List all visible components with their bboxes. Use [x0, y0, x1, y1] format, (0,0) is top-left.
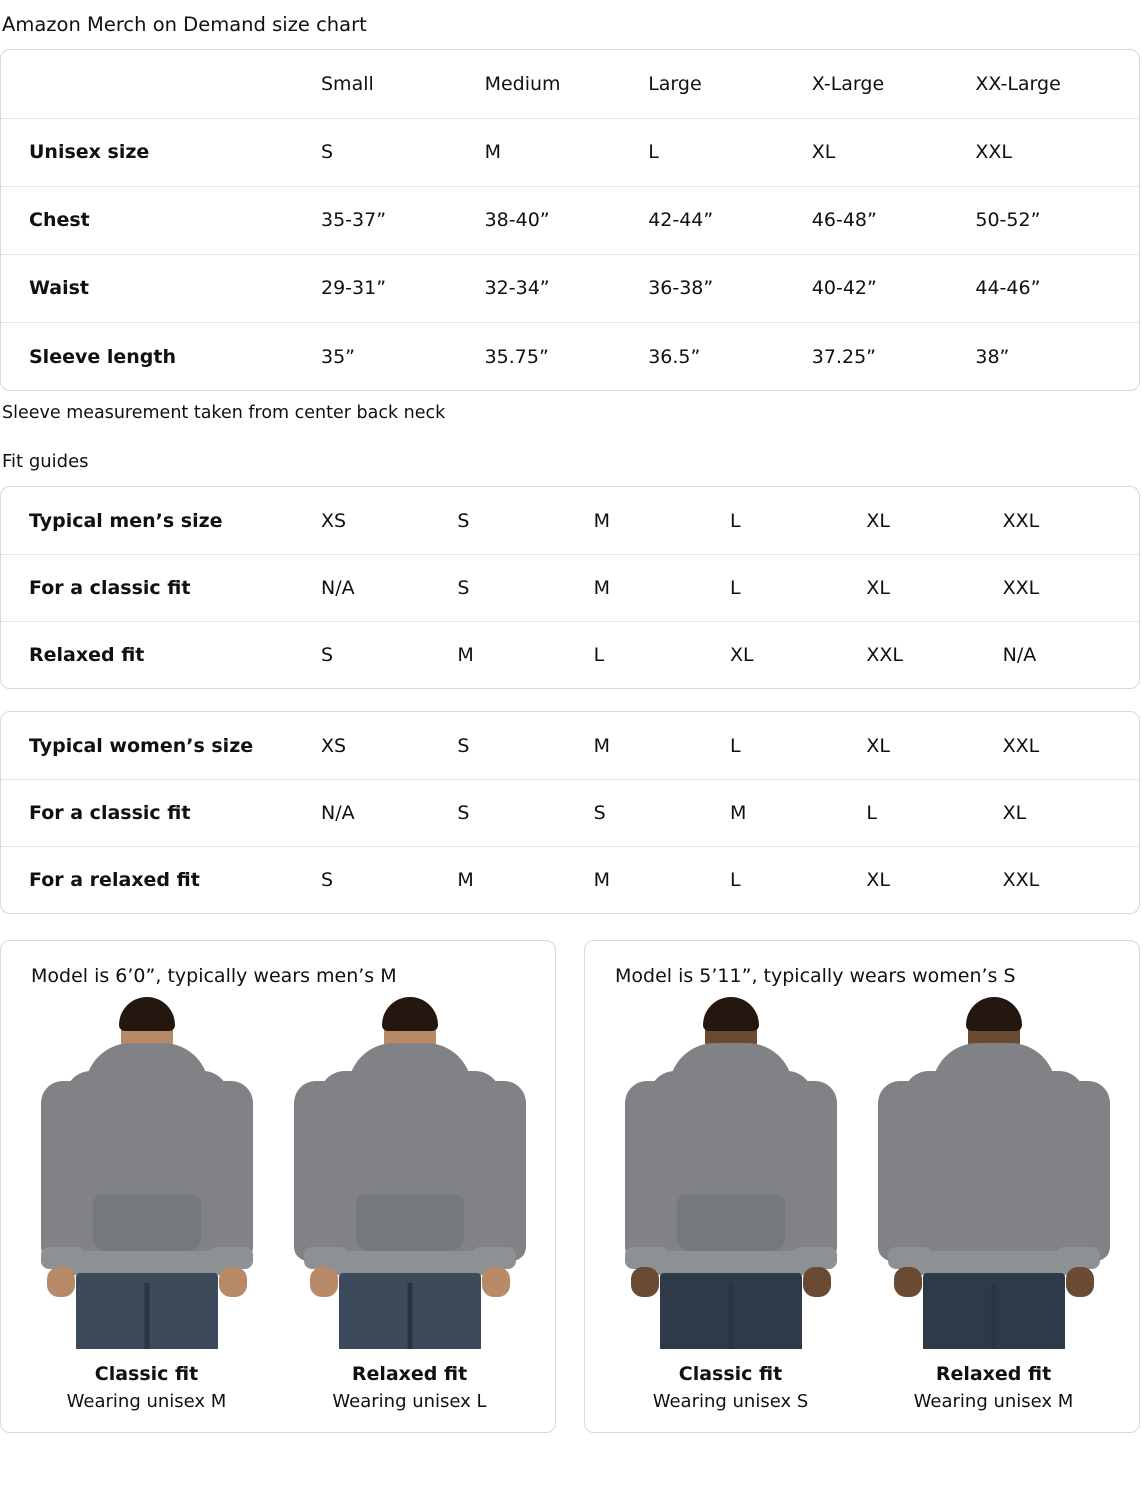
size-measurement-table: [1, 50, 1139, 390]
cell: 36.5”: [648, 322, 812, 390]
right-cuff-shape: [1056, 1247, 1100, 1269]
right-sleeve-shape: [209, 1081, 253, 1261]
right-cuff-shape: [793, 1247, 837, 1269]
row-label-sleeve-length: Sleeve length: [1, 322, 321, 390]
cell: M: [730, 779, 866, 846]
cell: XXL: [866, 621, 1002, 688]
cell: 36-38”: [648, 254, 812, 322]
female-model-relaxed-illustration: [879, 999, 1109, 1349]
cell: 38”: [975, 322, 1139, 390]
cell: 37.25”: [812, 322, 976, 390]
cell: S: [594, 779, 730, 846]
jeans-shape: [923, 1273, 1065, 1349]
cell: XL: [812, 118, 976, 186]
womens-model-card: [584, 940, 1140, 1433]
cell: M: [457, 846, 593, 913]
wearing-label: Wearing unisex S: [652, 1391, 809, 1413]
cell: 44-46”: [975, 254, 1139, 322]
cell: 38-40”: [485, 186, 649, 254]
mens-model-card: [0, 940, 556, 1433]
table-row: [1, 186, 1139, 254]
cell: S: [321, 846, 457, 913]
cell: M: [593, 734, 611, 757]
cell: 35-37”: [321, 186, 485, 254]
cell: S: [321, 621, 457, 688]
cell: L: [730, 846, 866, 913]
cell: 40-42”: [812, 254, 976, 322]
hem-band-shape: [648, 1251, 814, 1275]
cell: S: [321, 118, 485, 186]
table-row: [1, 779, 1139, 846]
left-hand-shape: [47, 1267, 75, 1297]
cell: XL: [866, 509, 890, 532]
womens-model-figures: [603, 993, 1121, 1412]
table-row: [1, 487, 1139, 554]
cell: M: [485, 118, 649, 186]
table-row: [1, 621, 1139, 688]
cell: N/A: [321, 779, 457, 846]
column-header-x-large: X-Large: [811, 73, 885, 96]
womens-fit-table: [1, 712, 1139, 913]
left-cuff-shape: [625, 1247, 669, 1269]
fit-label: Classic fit: [94, 1363, 199, 1386]
cell: S: [457, 554, 593, 621]
cell: 32-34”: [485, 254, 649, 322]
cell: M: [594, 554, 730, 621]
table-row: [1, 712, 1139, 779]
cell: XL: [730, 621, 866, 688]
jeans-shape: [76, 1273, 218, 1349]
hair-shape: [382, 997, 438, 1031]
womens-model-caption: Model is 5’11”, typically wears women’s S: [615, 965, 1016, 988]
cell: XL: [866, 846, 1002, 913]
kangaroo-pocket-shape: [93, 1195, 201, 1251]
cell: L: [594, 621, 730, 688]
left-sleeve-shape: [41, 1081, 85, 1261]
womens-fit-card: [0, 711, 1140, 914]
male-model-classic-illustration: [32, 999, 262, 1349]
cell: M: [594, 846, 730, 913]
left-hand-shape: [894, 1267, 922, 1297]
row-label-typical-womens-size: Typical women’s size: [29, 734, 254, 757]
right-sleeve-shape: [793, 1081, 837, 1261]
mens-fit-table: [1, 487, 1139, 688]
womens-relaxed-fit-figure: [868, 999, 1120, 1412]
cell: XXL: [975, 118, 1139, 186]
left-hand-shape: [310, 1267, 338, 1297]
cell: XS: [321, 509, 347, 532]
table-header-row: [1, 50, 1139, 118]
column-header-blank: [1, 50, 321, 118]
cell: 50-52”: [975, 186, 1139, 254]
mens-classic-fit-figure: [21, 999, 273, 1412]
right-cuff-shape: [472, 1247, 516, 1269]
cell: XXL: [1002, 734, 1040, 757]
table-row: [1, 254, 1139, 322]
cell: L: [648, 118, 812, 186]
row-label-chest: Chest: [1, 186, 321, 254]
jeans-shape: [660, 1273, 802, 1349]
left-sleeve-shape: [294, 1081, 344, 1261]
cell: 35.75”: [485, 322, 649, 390]
page-title: Amazon Merch on Demand size chart: [2, 13, 367, 36]
fit-guides-heading: Fit guides: [2, 451, 89, 473]
cell: XS: [321, 734, 347, 757]
right-hand-shape: [1066, 1267, 1094, 1297]
column-header-large: Large: [648, 73, 702, 96]
left-hand-shape: [631, 1267, 659, 1297]
kangaroo-pocket-shape: [677, 1195, 785, 1251]
column-header-small: Small: [321, 73, 374, 96]
cell: M: [593, 509, 611, 532]
male-model-relaxed-illustration: [295, 999, 525, 1349]
table-row: [1, 846, 1139, 913]
right-hand-shape: [482, 1267, 510, 1297]
wearing-label: Wearing unisex M: [913, 1391, 1074, 1413]
jeans-shape: [339, 1273, 481, 1349]
row-label-womens-classic-fit: For a classic fit: [1, 779, 321, 846]
right-hand-shape: [803, 1267, 831, 1297]
hair-shape: [119, 997, 175, 1031]
cell: XXL: [1002, 509, 1040, 532]
left-cuff-shape: [41, 1247, 85, 1269]
model-cards-row: [0, 914, 1143, 1433]
fit-label: Relaxed fit: [935, 1363, 1052, 1386]
cell: XXL: [1003, 554, 1139, 621]
table-row: [1, 554, 1139, 621]
table-gap: [0, 689, 1143, 711]
cell: S: [457, 734, 470, 757]
right-hand-shape: [219, 1267, 247, 1297]
cell: XXL: [1003, 846, 1139, 913]
column-header-medium: Medium: [484, 73, 561, 96]
row-label-unisex-size: Unisex size: [1, 118, 321, 186]
table-row: [1, 118, 1139, 186]
wearing-label: Wearing unisex L: [332, 1391, 487, 1413]
right-cuff-shape: [209, 1247, 253, 1269]
cell: L: [730, 554, 866, 621]
left-cuff-shape: [888, 1247, 932, 1269]
mens-model-figures: [19, 993, 537, 1412]
row-label-mens-classic-fit: For a classic fit: [1, 554, 321, 621]
cell: N/A: [321, 554, 457, 621]
fit-label: Classic fit: [678, 1363, 783, 1386]
mens-model-caption: Model is 6’0”, typically wears men’s M: [31, 965, 397, 988]
row-label-typical-mens-size: Typical men’s size: [29, 509, 223, 532]
wearing-label: Wearing unisex M: [66, 1391, 227, 1413]
hoodie-body-shape: [903, 1071, 1085, 1271]
hair-shape: [703, 997, 759, 1031]
cell: 42-44”: [648, 186, 812, 254]
fit-label: Relaxed fit: [351, 1363, 468, 1386]
cell: 29-31”: [321, 254, 485, 322]
mens-fit-card: [0, 486, 1140, 689]
right-sleeve-shape: [1060, 1081, 1110, 1261]
hair-shape: [966, 997, 1022, 1031]
cell: S: [457, 779, 593, 846]
cell: 35”: [321, 322, 485, 390]
cell: M: [457, 621, 593, 688]
womens-classic-fit-figure: [605, 999, 857, 1412]
row-label-womens-relaxed-fit: For a relaxed fit: [1, 846, 321, 913]
cell: XL: [866, 734, 890, 757]
mens-relaxed-fit-figure: [284, 999, 536, 1412]
cell: S: [457, 509, 470, 532]
left-sleeve-shape: [878, 1081, 928, 1261]
left-cuff-shape: [304, 1247, 348, 1269]
kangaroo-pocket-shape: [356, 1195, 464, 1251]
sleeve-measurement-note: Sleeve measurement taken from center back neck: [2, 403, 446, 424]
left-sleeve-shape: [625, 1081, 669, 1261]
right-sleeve-shape: [476, 1081, 526, 1261]
cell: XL: [866, 554, 1002, 621]
row-label-mens-relaxed-fit: Relaxed fit: [1, 621, 321, 688]
cell: L: [866, 779, 1002, 846]
column-header-xx-large: XX-Large: [975, 73, 1061, 96]
cell: 46-48”: [812, 186, 976, 254]
cell: L: [729, 734, 741, 757]
cell: XL: [1003, 779, 1139, 846]
row-label-waist: Waist: [1, 254, 321, 322]
cell: N/A: [1003, 621, 1139, 688]
table-row: [1, 322, 1139, 390]
cell: L: [729, 509, 741, 532]
female-model-classic-illustration: [616, 999, 846, 1349]
hem-band-shape: [64, 1251, 230, 1275]
size-measurement-card: [0, 49, 1140, 391]
